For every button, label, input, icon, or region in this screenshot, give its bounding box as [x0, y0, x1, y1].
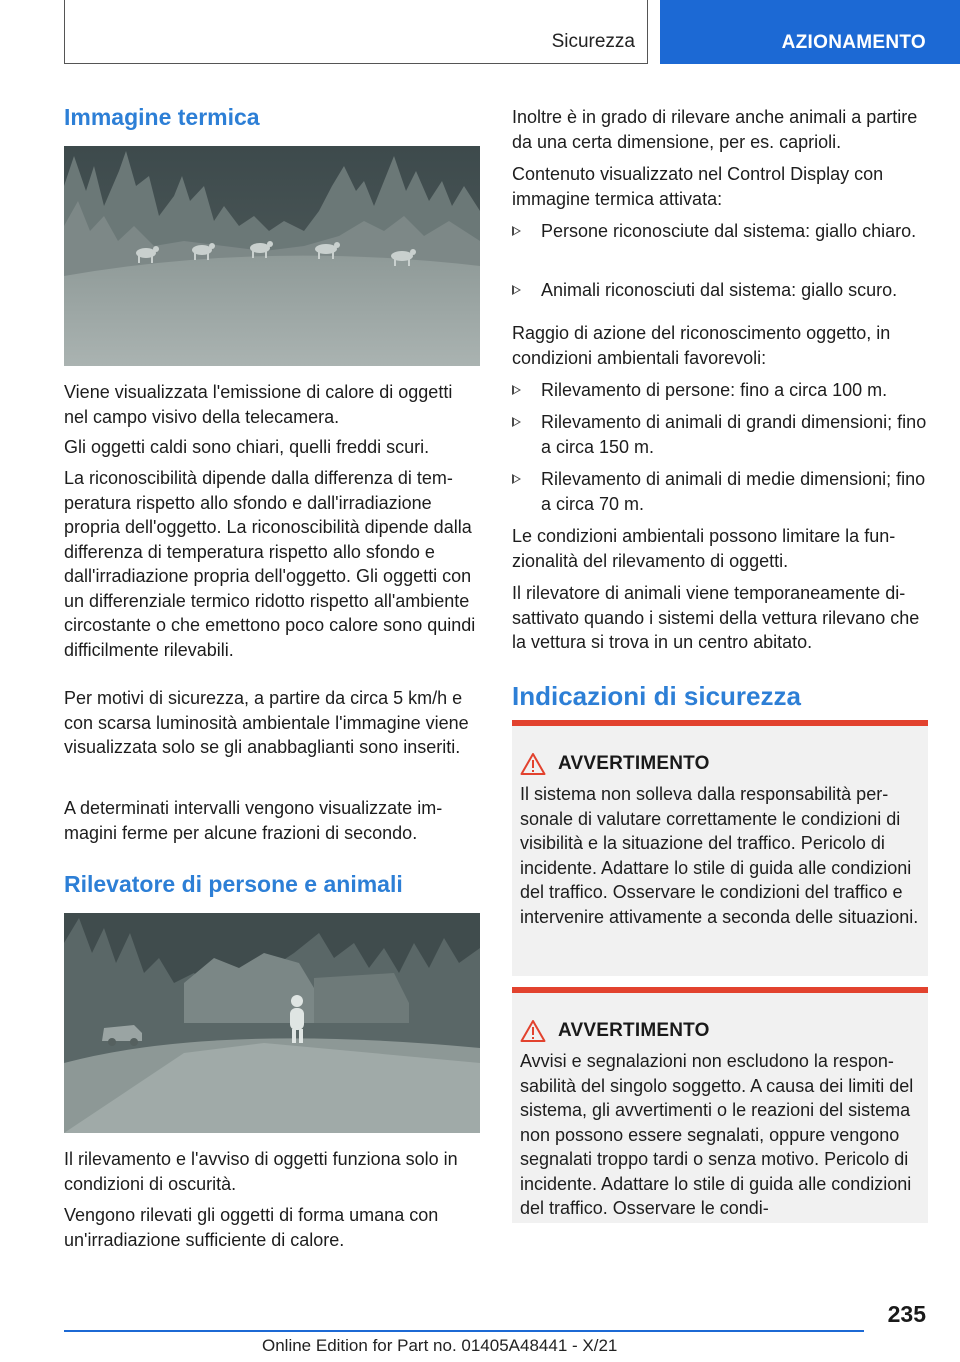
warning-text: Avvisi e segnalazioni non escludono la responsabilità del singolo soggetto. A causa dei limiti del sistema, gli avvertimenti o le reazioni del sistema non possono essere segnalati, oppure vengono segnalati troppo tardi o senza motivo. Pericolo di incidente. Adattare lo stile di guida alle condizioni del traffico. Osservare le condi-: [520, 1051, 914, 1218]
heading-thermal-image: Immagine termica: [64, 104, 260, 130]
right-paragraph-3: Raggio di azione del riconoscimento oggetto, in condizioni ambientali favorevoli:: [512, 323, 891, 368]
thermal-paragraph-2: Gli oggetti caldi sono chiari, quelli freddi scuri.: [64, 437, 430, 457]
warning-title: AVVERTIMENTO: [558, 1020, 710, 1041]
warning-triangle-icon: [520, 752, 546, 776]
right-paragraph-2: Contenuto visualizzato nel Control Display con immagine termica attivata:: [512, 164, 884, 209]
right-paragraph-5: Il rilevatore di animali viene temporaneamente disattivato quando i sistemi della vettura rilevano che la vettura si trova in un centro abitato.: [512, 583, 920, 652]
triangle-bullet-icon: [512, 226, 521, 236]
right-paragraph-4: Le condizioni ambientali possono limitare la funzionalità del rilevamento di oggetti.: [512, 526, 896, 571]
triangle-bullet-icon: [512, 474, 521, 484]
header-chapter-label: AZIONAMENTO: [781, 32, 926, 53]
thermal-paragraph-5: A determinati intervalli vengono visualizzate immagini ferme per alcune frazioni di secondo.: [64, 798, 443, 843]
footer-edition: Online Edition for Part no. 01405A48441 - X/21: [262, 1336, 618, 1355]
thermal-image-figure: [64, 146, 480, 366]
thermal-paragraph-3: La riconoscibilità dipende dalla differenza di temperatura rispetto allo sfondo e dall'irradiazione propria dell'oggetto. La riconoscibilità dipende dalla differenza di temperatura rispetto allo sfondo e dall'irradiazione propria dell'oggetto. Gli oggetti con un differenziale termico ridotto rispetto all'ambiente circostante o che emettono poco calore sono quindi difficilmente rilevabili.: [64, 468, 476, 660]
thermal-forest-animals-illustration: [64, 146, 480, 366]
header-section-label: Sicurezza: [551, 31, 635, 52]
warning-triangle-icon: [520, 1019, 546, 1043]
detector-image-figure: [64, 913, 480, 1133]
right-paragraph-1: Inoltre è in grado di rilevare anche animali a partire da una certa dimensione, per es. caprioli.: [512, 107, 918, 152]
list-item: Rilevamento di persone: fino a circa 100 m.: [512, 378, 928, 403]
header-chapter-box: [660, 0, 960, 64]
triangle-bullet-icon: [512, 385, 521, 395]
list-item: Animali riconosciuti dal sistema: giallo scuro.: [512, 278, 928, 303]
list-item: Persone riconosciute dal sistema: giallo chiaro.: [512, 219, 928, 244]
triangle-bullet-icon: [512, 285, 521, 295]
thermal-paragraph-4: Per motivi di sicurezza, a partire da circa 5 km/h e con scarsa luminosità ambientale l'immagine viene visualizzata solo se gli anabbaglianti sono inseriti.: [64, 688, 469, 757]
warning-text: Il sistema non solleva dalla responsabilità personale di valutare correttamente le condizioni di visibilità e la situazione del traffico. Pericolo di incidente. Adattare lo stile di guida alle condizioni del traffico. Osservare le condizioni del traffico e intervenire attivamente a seconda delle situazioni.: [520, 784, 919, 927]
footer-divider: [64, 1330, 864, 1332]
detector-paragraph-2: Vengono rilevati gli oggetti di forma umana con un'irradiazione sufficiente di calore.: [64, 1205, 439, 1250]
page-number: 235: [887, 1301, 926, 1327]
heading-safety: Indicazioni di sicurezza: [512, 681, 801, 711]
list-item: Rilevamento di animali di medie dimensioni; fino a circa 70 m.: [512, 467, 928, 516]
triangle-bullet-icon: [512, 417, 521, 427]
warning-box-2: [512, 987, 928, 1223]
thermal-road-pedestrian-illustration: [64, 913, 480, 1133]
list-item: Rilevamento di animali di grandi dimensioni; fino a circa 150 m.: [512, 410, 928, 459]
thermal-paragraph-1: Viene visualizzata l'emissione di calore di oggetti nel campo visivo della telecamera.: [64, 382, 453, 427]
header-section-box: [64, 0, 648, 64]
warning-title: AVVERTIMENTO: [558, 753, 710, 774]
heading-detector: Rilevatore di persone e animali: [64, 871, 403, 897]
warning-box-1: [512, 720, 928, 976]
detector-paragraph-1: Il rilevamento e l'avviso di oggetti funziona solo in condizioni di oscurità.: [64, 1149, 458, 1194]
